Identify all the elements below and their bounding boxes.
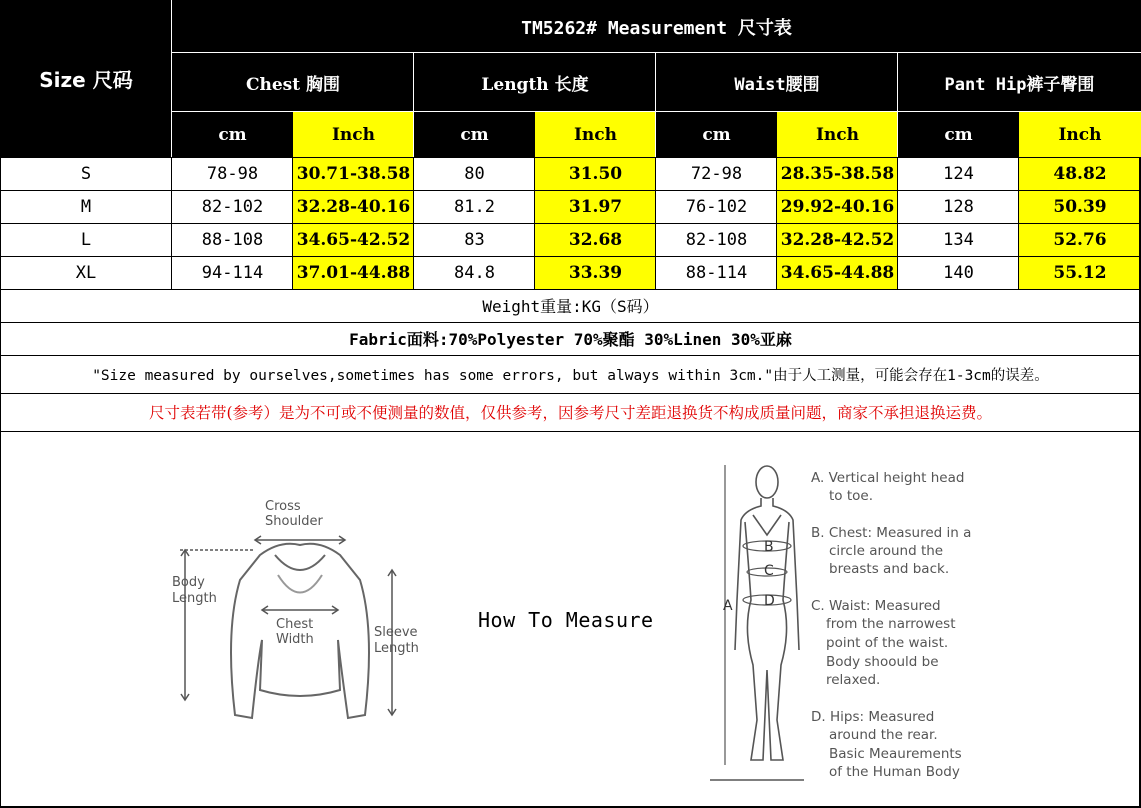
legend-b-line-1: B. Chest: Measured in a: [811, 525, 972, 541]
value: 32.28-42.52: [780, 229, 895, 250]
value: 94-114: [201, 262, 264, 283]
body-length-label-2: Length: [172, 591, 217, 606]
sleeve-length-label-2: Length: [374, 641, 419, 656]
value: 80: [464, 163, 485, 184]
value: 82-102: [201, 196, 264, 217]
data-cell: [293, 256, 414, 289]
data-cell: [898, 256, 1019, 289]
chart-title: [172, 0, 1141, 53]
value: 72-98: [690, 163, 743, 184]
data-cell: [777, 157, 898, 190]
how-to-measure-heading: How To Measure: [478, 608, 654, 632]
legend-c-line-5: relaxed.: [826, 672, 881, 688]
value: 78-98: [206, 163, 259, 184]
data-cell: [777, 190, 898, 223]
legend-d-line-2: around the rear.: [829, 727, 938, 743]
value: 52.76: [1053, 229, 1107, 250]
group-header-length: [414, 53, 656, 112]
value: 76-102: [685, 196, 748, 217]
unit-cm-length: [414, 112, 535, 157]
value: 140: [943, 262, 974, 283]
group-header-chest-label: Chest 胸围: [245, 75, 341, 95]
data-cell: [172, 190, 293, 223]
unit-cm-waist: [656, 112, 777, 157]
data-cell: [777, 256, 898, 289]
unit-cm-chest: [172, 112, 293, 157]
legend-c-line-2: from the narrowest: [826, 616, 956, 632]
error-note: [0, 355, 1141, 393]
data-cell: [535, 223, 656, 256]
value: 31.50: [568, 163, 623, 184]
fabric-note-text: Fabric面料:70%Polyester 70%聚酯 30%Linen 30%亚麻: [349, 330, 792, 349]
cross-shoulder-label-1: Cross: [265, 499, 301, 514]
data-cell: [172, 157, 293, 190]
legend-b-line-2: circle around the: [829, 543, 944, 559]
value: 33.39: [568, 262, 623, 283]
unit-inch-label: Inch: [573, 124, 618, 145]
value: 128: [943, 196, 974, 217]
group-header-waist-label: Waist腰围: [734, 75, 820, 95]
value: 37.01-44.88: [296, 262, 411, 283]
body-marker-c: C: [764, 563, 774, 579]
group-header-chest: [172, 53, 414, 112]
unit-inch-label: Inch: [331, 124, 376, 145]
body-marker-b: B: [764, 539, 774, 555]
value: 28.35-38.58: [780, 163, 895, 184]
group-header-pant-hip: [898, 53, 1141, 112]
data-cell: [1019, 157, 1141, 190]
size-label: XL: [75, 262, 97, 283]
sleeve-length-label-1: Sleeve: [374, 625, 418, 640]
data-cell: [1019, 256, 1141, 289]
value: 88-114: [685, 262, 748, 283]
size-cell: [0, 223, 172, 256]
data-cell: [414, 190, 535, 223]
data-cell: [535, 256, 656, 289]
value: 84.8: [454, 262, 495, 283]
value: 30.71-38.58: [296, 163, 411, 184]
body-length-label-1: Body: [172, 575, 205, 590]
body-diagram: [705, 460, 805, 785]
garment-diagram: [160, 490, 430, 730]
size-header: [0, 0, 172, 157]
data-cell: [656, 157, 777, 190]
group-header-pant-hip-label: Pant Hip裤子臀围: [944, 75, 1095, 95]
size-cell: [0, 157, 172, 190]
value: 134: [943, 229, 974, 250]
value: 83: [464, 229, 485, 250]
data-cell: [656, 223, 777, 256]
legend-a-line-2: to toe.: [829, 488, 873, 504]
value: 32.68: [568, 229, 623, 250]
value: 55.12: [1053, 262, 1107, 283]
unit-inch-label: Inch: [815, 124, 860, 145]
value: 34.65-44.88: [780, 262, 895, 283]
data-cell: [1019, 190, 1141, 223]
legend-a-line-1: A. Vertical height head: [811, 470, 965, 486]
weight-note: [0, 289, 1141, 322]
data-cell: [414, 223, 535, 256]
value: 124: [943, 163, 974, 184]
unit-cm-hip: [898, 112, 1019, 157]
unit-inch-chest: [293, 112, 414, 157]
size-cell: [0, 256, 172, 289]
value: 29.92-40.16: [780, 196, 895, 217]
unit-inch-hip: [1019, 112, 1141, 157]
unit-inch-label: Inch: [1058, 124, 1102, 145]
data-cell: [172, 256, 293, 289]
fabric-note: [0, 322, 1141, 355]
group-header-waist: [656, 53, 898, 112]
cross-shoulder-label-2: Shoulder: [265, 514, 323, 529]
data-cell: [293, 190, 414, 223]
data-cell: [414, 256, 535, 289]
unit-inch-waist: [777, 112, 898, 157]
data-cell: [293, 157, 414, 190]
legend-c-line-1: C. Waist: Measured: [811, 598, 941, 614]
unit-cm-label: cm: [702, 124, 731, 145]
data-cell: [414, 157, 535, 190]
unit-inch-length: [535, 112, 656, 157]
data-cell: [777, 223, 898, 256]
disclaimer-note: [0, 393, 1141, 431]
legend-d-line-3: Basic Meaurements: [829, 746, 962, 762]
size-cell: [0, 190, 172, 223]
unit-cm-label: cm: [218, 124, 247, 145]
error-note-text: "Size measured by ourselves,sometimes has some errors, but always within 3cm."由于人工测量，可能会存在1-3cm的误差。: [92, 367, 1049, 384]
size-label: L: [80, 229, 92, 250]
chart-title-text: TM5262# Measurement 尺寸表: [521, 17, 792, 39]
legend-c-line-3: point of the waist.: [826, 635, 949, 651]
group-header-length-label: Length 长度: [481, 75, 589, 95]
weight-note-text: Weight重量:KG（S码）: [482, 297, 659, 316]
measurement-legend: [805, 462, 975, 787]
value: 34.65-42.52: [296, 229, 411, 250]
data-cell: [898, 190, 1019, 223]
value: 81.2: [454, 196, 495, 217]
chest-width-label-1: Chest: [276, 617, 314, 632]
size-label: S: [80, 163, 92, 184]
legend-b-line-3: breasts and back.: [829, 561, 950, 577]
size-label: M: [80, 196, 92, 217]
disclaimer-text: 尺寸表若带(参考）是为不可或不便测量的数值，仅供参考，因参考尺寸差距退换货不构成质量问题，商家不承担退换运费。: [148, 404, 993, 422]
value: 48.82: [1053, 163, 1107, 184]
data-cell: [656, 190, 777, 223]
value: 32.28-40.16: [296, 196, 411, 217]
data-cell: [535, 190, 656, 223]
unit-cm-label: cm: [460, 124, 489, 145]
size-header-label: Size 尺码: [39, 68, 133, 92]
value: 50.39: [1053, 196, 1107, 217]
data-cell: [1019, 223, 1141, 256]
value: 31.97: [568, 196, 623, 217]
data-cell: [293, 223, 414, 256]
data-cell: [656, 256, 777, 289]
data-cell: [898, 157, 1019, 190]
legend-d-line-1: D. Hips: Measured: [811, 709, 935, 725]
data-cell: [535, 157, 656, 190]
legend-d-line-4: of the Human Body: [829, 764, 960, 780]
chest-width-label-2: Width: [276, 632, 314, 647]
legend-c-line-4: Body shoould be: [826, 654, 939, 670]
value: 88-108: [201, 229, 264, 250]
body-marker-a: A: [723, 598, 733, 614]
value: 82-108: [685, 229, 748, 250]
data-cell: [172, 223, 293, 256]
data-cell: [898, 223, 1019, 256]
unit-cm-label: cm: [944, 124, 973, 145]
body-marker-d: D: [764, 593, 775, 609]
